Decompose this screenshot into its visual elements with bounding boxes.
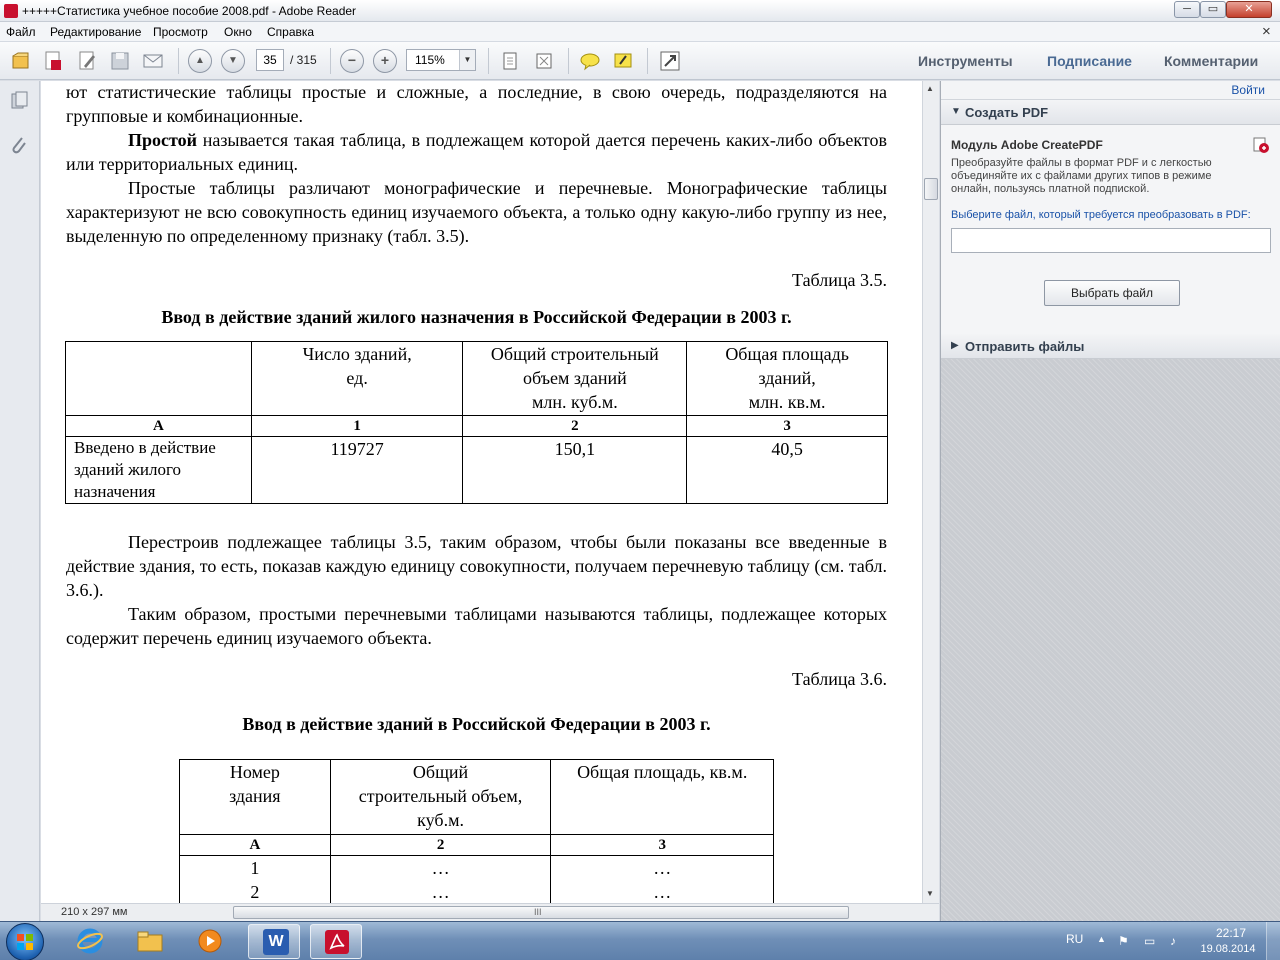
- paragraph-2: [66, 128, 887, 176]
- term-simple: Простой: [128, 130, 197, 150]
- internet-explorer-icon: [76, 927, 104, 955]
- show-desktop-button[interactable]: [1266, 922, 1280, 960]
- scroll-grip-icon: III: [534, 907, 542, 917]
- vertical-scrollbar[interactable]: [922, 81, 939, 903]
- next-page-button[interactable]: ▼: [221, 49, 245, 73]
- taskbar-word[interactable]: [248, 924, 300, 959]
- clock-time[interactable]: 22:17: [1215, 926, 1247, 940]
- page-size-label: 210 x 297 мм: [61, 906, 128, 918]
- header-line: Номер здания: [229, 762, 281, 806]
- language-indicator[interactable]: RU: [1066, 932, 1084, 946]
- page-total-label: / 315: [290, 53, 317, 67]
- paragraph-3: Простые таблицы различают монографические и перечневые. Монографические таблицы характеризуют не всю совокупность единиц изучаемого объекта, а только одну какую-либо группу из нее, выделенную по определенному признаку (табл. 3.5).: [66, 178, 887, 246]
- scroll-up-arrow-icon[interactable]: ▲: [926, 84, 934, 93]
- chevron-down-icon[interactable]: ▼: [459, 50, 475, 70]
- toolbar-separator: [647, 48, 648, 74]
- send-files-title: Отправить файлы: [965, 339, 1085, 354]
- open-file-icon[interactable]: [10, 50, 32, 72]
- start-button[interactable]: [6, 923, 44, 960]
- menu-edit[interactable]: Редактирование: [50, 25, 142, 39]
- module-title: Модуль Adobe CreatePDF: [951, 138, 1103, 152]
- taskbar-media-player[interactable]: [184, 924, 236, 959]
- table-header-cell: [687, 342, 888, 416]
- table-36-title: Ввод в действие зданий в Российской Федерации в 2003 г.: [242, 714, 711, 734]
- triangle-down-icon: ▼: [951, 106, 961, 117]
- cell-line: …: [431, 858, 450, 878]
- column-number-cell: А: [66, 416, 252, 437]
- zoom-in-button[interactable]: +: [373, 49, 397, 73]
- windows-logo-icon: [16, 933, 34, 951]
- cell-line: …: [431, 882, 450, 902]
- create-pdf-icon[interactable]: [42, 50, 64, 72]
- table-cell: [180, 856, 331, 904]
- pdf-page: [41, 81, 922, 903]
- previous-page-button[interactable]: ▲: [188, 49, 212, 73]
- status-bar: [41, 903, 939, 921]
- column-number-cell: 2: [330, 835, 551, 856]
- taskbar-file-explorer[interactable]: [124, 924, 176, 959]
- word-icon: W: [263, 929, 289, 955]
- menu-file[interactable]: Файл: [6, 25, 36, 39]
- vertical-scroll-thumb[interactable]: [924, 178, 938, 200]
- adobe-reader-icon: [324, 929, 350, 955]
- toolbar-separator: [178, 48, 179, 74]
- paragraph-5: Таким образом, простыми перечневыми таблицами называются таблицы, подлежащее которых содержит перечень единиц изучаемого объекта.: [66, 604, 887, 648]
- toolbar-separator: [330, 48, 331, 74]
- login-link[interactable]: Войти: [1231, 83, 1265, 97]
- table-header-cell: [330, 760, 551, 835]
- title-bar: [0, 0, 1280, 22]
- choose-file-button[interactable]: Выбрать файл: [1044, 280, 1180, 306]
- cell-line: 2: [250, 882, 260, 902]
- toolbar-separator: [488, 48, 489, 74]
- table-header-cell: [66, 342, 252, 416]
- header-line: Общая площадь зданий, млн. кв.м.: [725, 344, 849, 412]
- column-number-cell: А: [180, 835, 331, 856]
- table-header-cell: [251, 342, 463, 416]
- action-center-flag-icon[interactable]: ⚑: [1118, 934, 1129, 948]
- table-cell: [551, 856, 774, 904]
- page-thumbnails-icon[interactable]: [8, 90, 30, 112]
- paragraph-4: Перестроив подлежащее таблицы 3.5, таким образом, чтобы были показаны все введенные в действие здания, то есть, показав каждую единицу совокупности, получаем перечневую таблицу (см. табл. 3.6.).: [66, 532, 887, 600]
- clock-date[interactable]: 19.08.2014: [1200, 943, 1256, 955]
- navigation-panel: [0, 81, 40, 921]
- table-36: [179, 759, 774, 903]
- cell-line: 1: [250, 858, 260, 878]
- attachments-paperclip-icon[interactable]: [8, 134, 30, 156]
- sign-pane-button[interactable]: Подписание: [1047, 53, 1132, 69]
- folder-icon: [136, 929, 164, 953]
- header-line: Число зданий, ед.: [302, 344, 412, 388]
- header-line: Общий строительный объем, куб.м.: [358, 762, 523, 830]
- module-description: Преобразуйте файлы в формат PDF и с легкостью объединяйте их с файлами других типов в режиме онлайн, пользуясь платной подпиской.: [951, 157, 1212, 195]
- zoom-value: 115%: [415, 53, 445, 67]
- taskbar-internet-explorer[interactable]: [64, 924, 116, 959]
- media-player-icon: [197, 928, 223, 954]
- table-cell: [330, 856, 551, 904]
- full-screen-icon[interactable]: [533, 50, 555, 72]
- table-header-cell: [180, 760, 331, 835]
- table-35: [65, 341, 888, 504]
- column-number-cell: 3: [687, 416, 888, 437]
- document-view[interactable]: [41, 81, 922, 903]
- paragraph-2-text: называется такая таблица, в подлежащем которой дается перечень каких-либо объектов или территориальных единиц.: [66, 130, 887, 174]
- fit-page-icon[interactable]: [499, 50, 521, 72]
- save-icon[interactable]: [109, 50, 131, 72]
- column-number-cell: 1: [251, 416, 463, 437]
- minimize-button[interactable]: ─: [1174, 1, 1200, 18]
- table-35-caption: Таблица 3.5.: [792, 270, 887, 290]
- send-files-header[interactable]: [941, 334, 1280, 359]
- scroll-down-arrow-icon[interactable]: ▼: [926, 889, 934, 898]
- tools-pane-topbar: [941, 81, 1280, 100]
- triangle-right-icon: ▶: [951, 340, 959, 351]
- zoom-out-button[interactable]: −: [340, 49, 364, 73]
- comment-icon[interactable]: [579, 50, 601, 72]
- highlight-icon[interactable]: [612, 50, 634, 72]
- windows-taskbar: [0, 921, 1280, 960]
- page-number-input[interactable]: 35: [256, 49, 284, 71]
- email-icon[interactable]: [142, 50, 164, 72]
- menu-window[interactable]: Окно: [224, 25, 252, 39]
- create-pdf-module-icon: [1252, 136, 1270, 154]
- table-header-cell: [463, 342, 687, 416]
- cell-line: …: [653, 858, 672, 878]
- comments-pane-button[interactable]: Комментарии: [1164, 53, 1259, 69]
- close-document-icon[interactable]: ×: [1262, 23, 1271, 40]
- volume-speaker-icon[interactable]: ♪: [1170, 934, 1176, 948]
- expand-icon[interactable]: [659, 50, 681, 72]
- zoom-select[interactable]: [406, 49, 476, 71]
- table-cell: 119727: [251, 437, 463, 504]
- horizontal-scroll-thumb[interactable]: [233, 906, 849, 919]
- menu-help[interactable]: Справка: [267, 25, 315, 39]
- file-path-input[interactable]: [951, 228, 1271, 253]
- maximize-button[interactable]: ▭: [1200, 1, 1226, 18]
- column-number-cell: 3: [551, 835, 774, 856]
- header-line: Общий строительный объем зданий млн. куб.м.: [490, 344, 659, 412]
- table-36-caption: Таблица 3.6.: [792, 669, 887, 689]
- tools-pane: [940, 81, 1280, 921]
- toolbar-separator: [568, 48, 569, 74]
- paragraph-1: ют статистические таблицы простые и сложные, а последние, в свою очередь, подразделяются на групповые и комбинационные.: [66, 82, 887, 126]
- tools-pane-empty-area: [941, 359, 1280, 921]
- create-pdf-header[interactable]: [941, 100, 1280, 125]
- close-window-button[interactable]: ✕: [1226, 1, 1272, 18]
- edit-pdf-icon[interactable]: [76, 50, 98, 72]
- show-hidden-icons-arrow[interactable]: ▲: [1097, 934, 1106, 944]
- network-icon[interactable]: ▭: [1144, 934, 1156, 948]
- select-file-label: Выберите файл, который требуется преобразовать в PDF:: [951, 209, 1251, 221]
- table-cell: 150,1: [463, 437, 687, 504]
- tools-pane-button[interactable]: Инструменты: [918, 53, 1013, 69]
- menu-view[interactable]: Просмотр: [153, 25, 208, 39]
- taskbar-adobe-reader[interactable]: [310, 924, 362, 959]
- menu-bar: [0, 22, 1280, 42]
- table-35-title: Ввод в действие зданий жилого назначения в Российской Федерации в 2003 г.: [161, 307, 792, 327]
- window-title: +++++Статистика учебное пособие 2008.pdf - Adobe Reader: [22, 4, 357, 18]
- row-label-cell: Введено в действие зданий жилого назначения: [66, 437, 252, 504]
- table-header-cell: Общая площадь, кв.м.: [551, 760, 774, 835]
- create-pdf-title: Создать PDF: [965, 105, 1049, 120]
- column-number-cell: 2: [463, 416, 687, 437]
- table-cell: 40,5: [687, 437, 888, 504]
- adobe-reader-app-icon: [4, 4, 18, 18]
- cell-line: …: [653, 882, 672, 902]
